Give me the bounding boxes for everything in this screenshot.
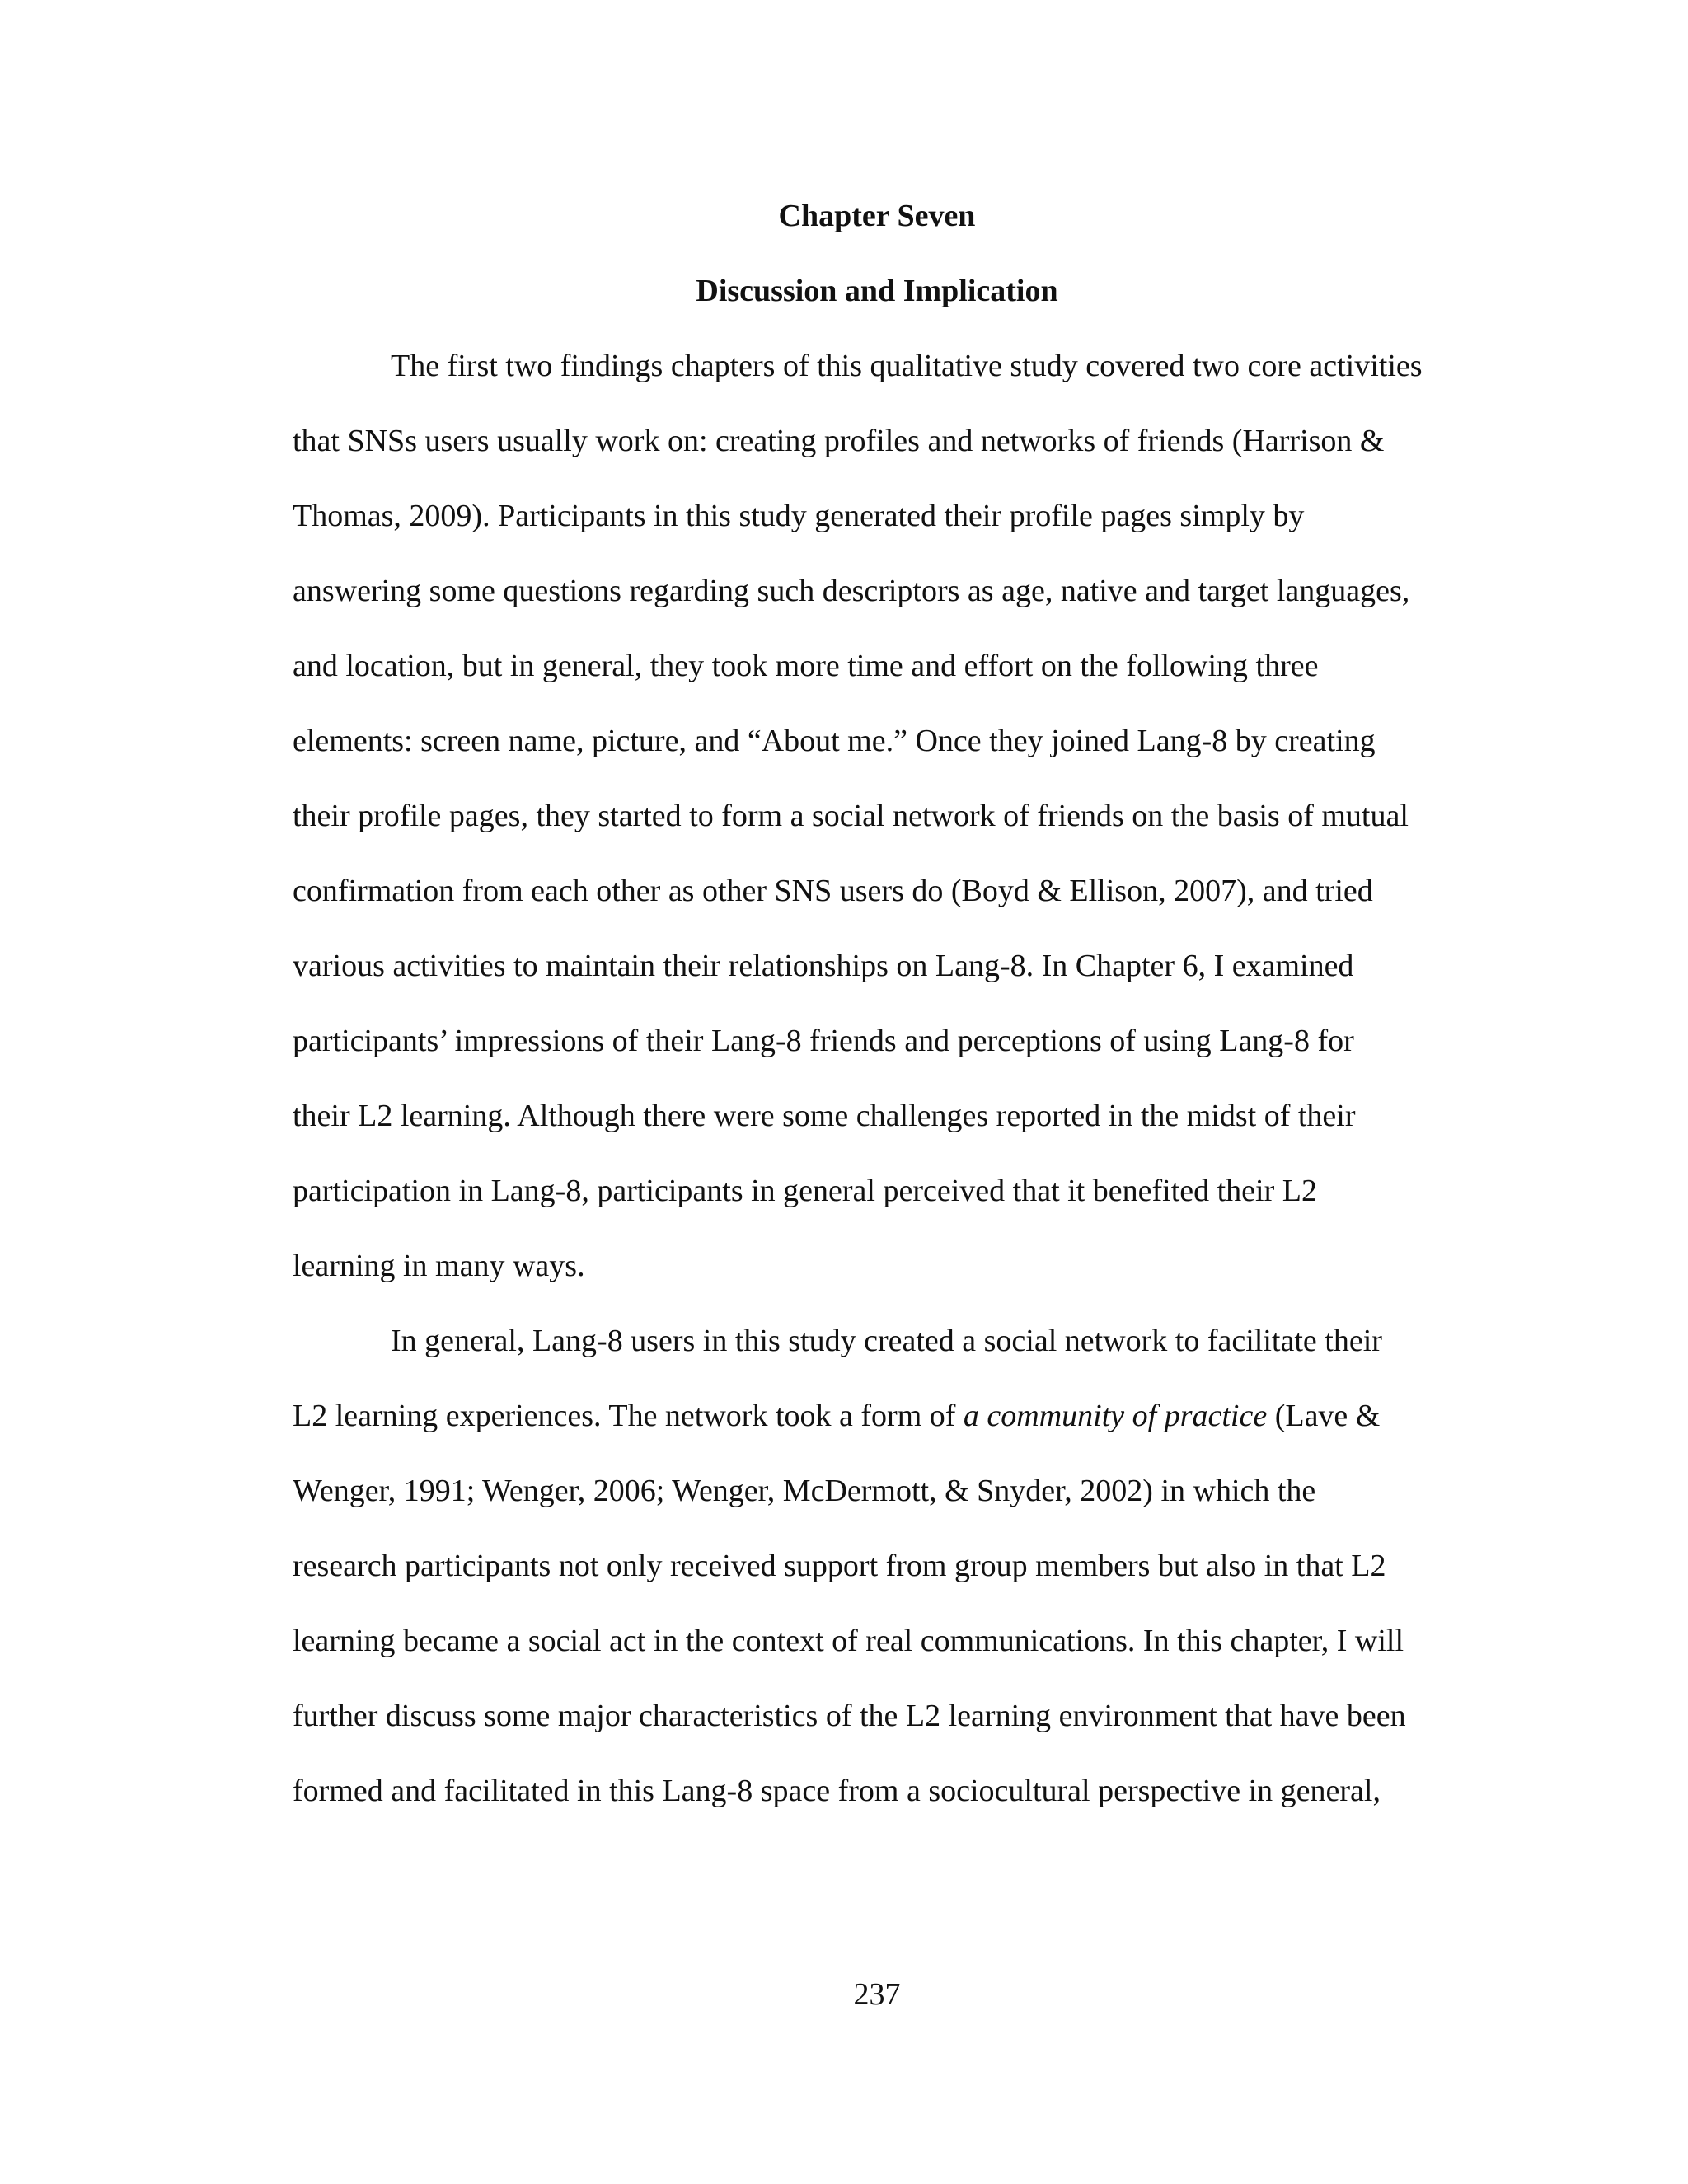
paragraph-1-line: participants’ impressions of their Lang-8 friends and perceptions of using Lang-8 for xyxy=(293,1024,1354,1058)
paragraph-1-line: The first two findings chapters of this qualitative study covered two core activities xyxy=(391,349,1423,383)
paragraph-2-line: In general, Lang-8 users in this study created a social network to facilitate their xyxy=(391,1324,1382,1358)
paragraph-2-line: research participants not only received support from group members but also in that L2 xyxy=(293,1549,1386,1583)
paragraph-2-line xyxy=(293,1396,1380,1436)
paragraph-1-line: their L2 learning. Although there were some challenges reported in the midst of their xyxy=(293,1099,1356,1133)
paragraph-1-line: elements: screen name, picture, and “About me.” Once they joined Lang-8 by creating xyxy=(293,724,1376,758)
paragraph-1-line: Thomas, 2009). Participants in this study generated their profile pages simply by xyxy=(293,499,1305,533)
paragraph-1-line: and location, but in general, they took more time and effort on the following three xyxy=(293,649,1319,683)
paragraph-1-line: participation in Lang-8, participants in general perceived that it benefited their L2 xyxy=(293,1174,1317,1208)
paragraph-1-line: answering some questions regarding such descriptors as age, native and target languages, xyxy=(293,574,1410,608)
paragraph-1-line: confirmation from each other as other SNS users do (Boyd & Ellison, 2007), and tried xyxy=(293,874,1373,908)
section-title: Discussion and Implication xyxy=(696,274,1058,308)
paragraph-2-line: learning became a social act in the context of real communications. In this chapter, I will xyxy=(293,1624,1404,1658)
paragraph-2-line: Wenger, 1991; Wenger, 2006; Wenger, McDermott, & Snyder, 2002) in which the xyxy=(293,1474,1316,1508)
paragraph-2-text: (Lave & xyxy=(1267,1399,1381,1433)
paragraph-1-line: their profile pages, they started to form a social network of friends on the basis of mutual xyxy=(293,799,1409,833)
paragraph-2-line: further discuss some major characteristics of the L2 learning environment that have been xyxy=(293,1699,1406,1733)
page-number: 237 xyxy=(853,1977,901,2012)
paragraph-2-text: L2 learning experiences. The network took a form of xyxy=(293,1399,964,1433)
italic-term: a community of practice xyxy=(963,1399,1268,1433)
chapter-title: Chapter Seven xyxy=(778,199,976,233)
paragraph-1-line: that SNSs users usually work on: creating profiles and networks of friends (Harrison & xyxy=(293,424,1385,458)
paragraph-2-line: formed and facilitated in this Lang-8 space from a sociocultural perspective in general, xyxy=(293,1774,1381,1808)
paragraph-1-line: various activities to maintain their relationships on Lang-8. In Chapter 6, I examined xyxy=(293,949,1354,983)
paragraph-1-line: learning in many ways. xyxy=(293,1249,585,1283)
